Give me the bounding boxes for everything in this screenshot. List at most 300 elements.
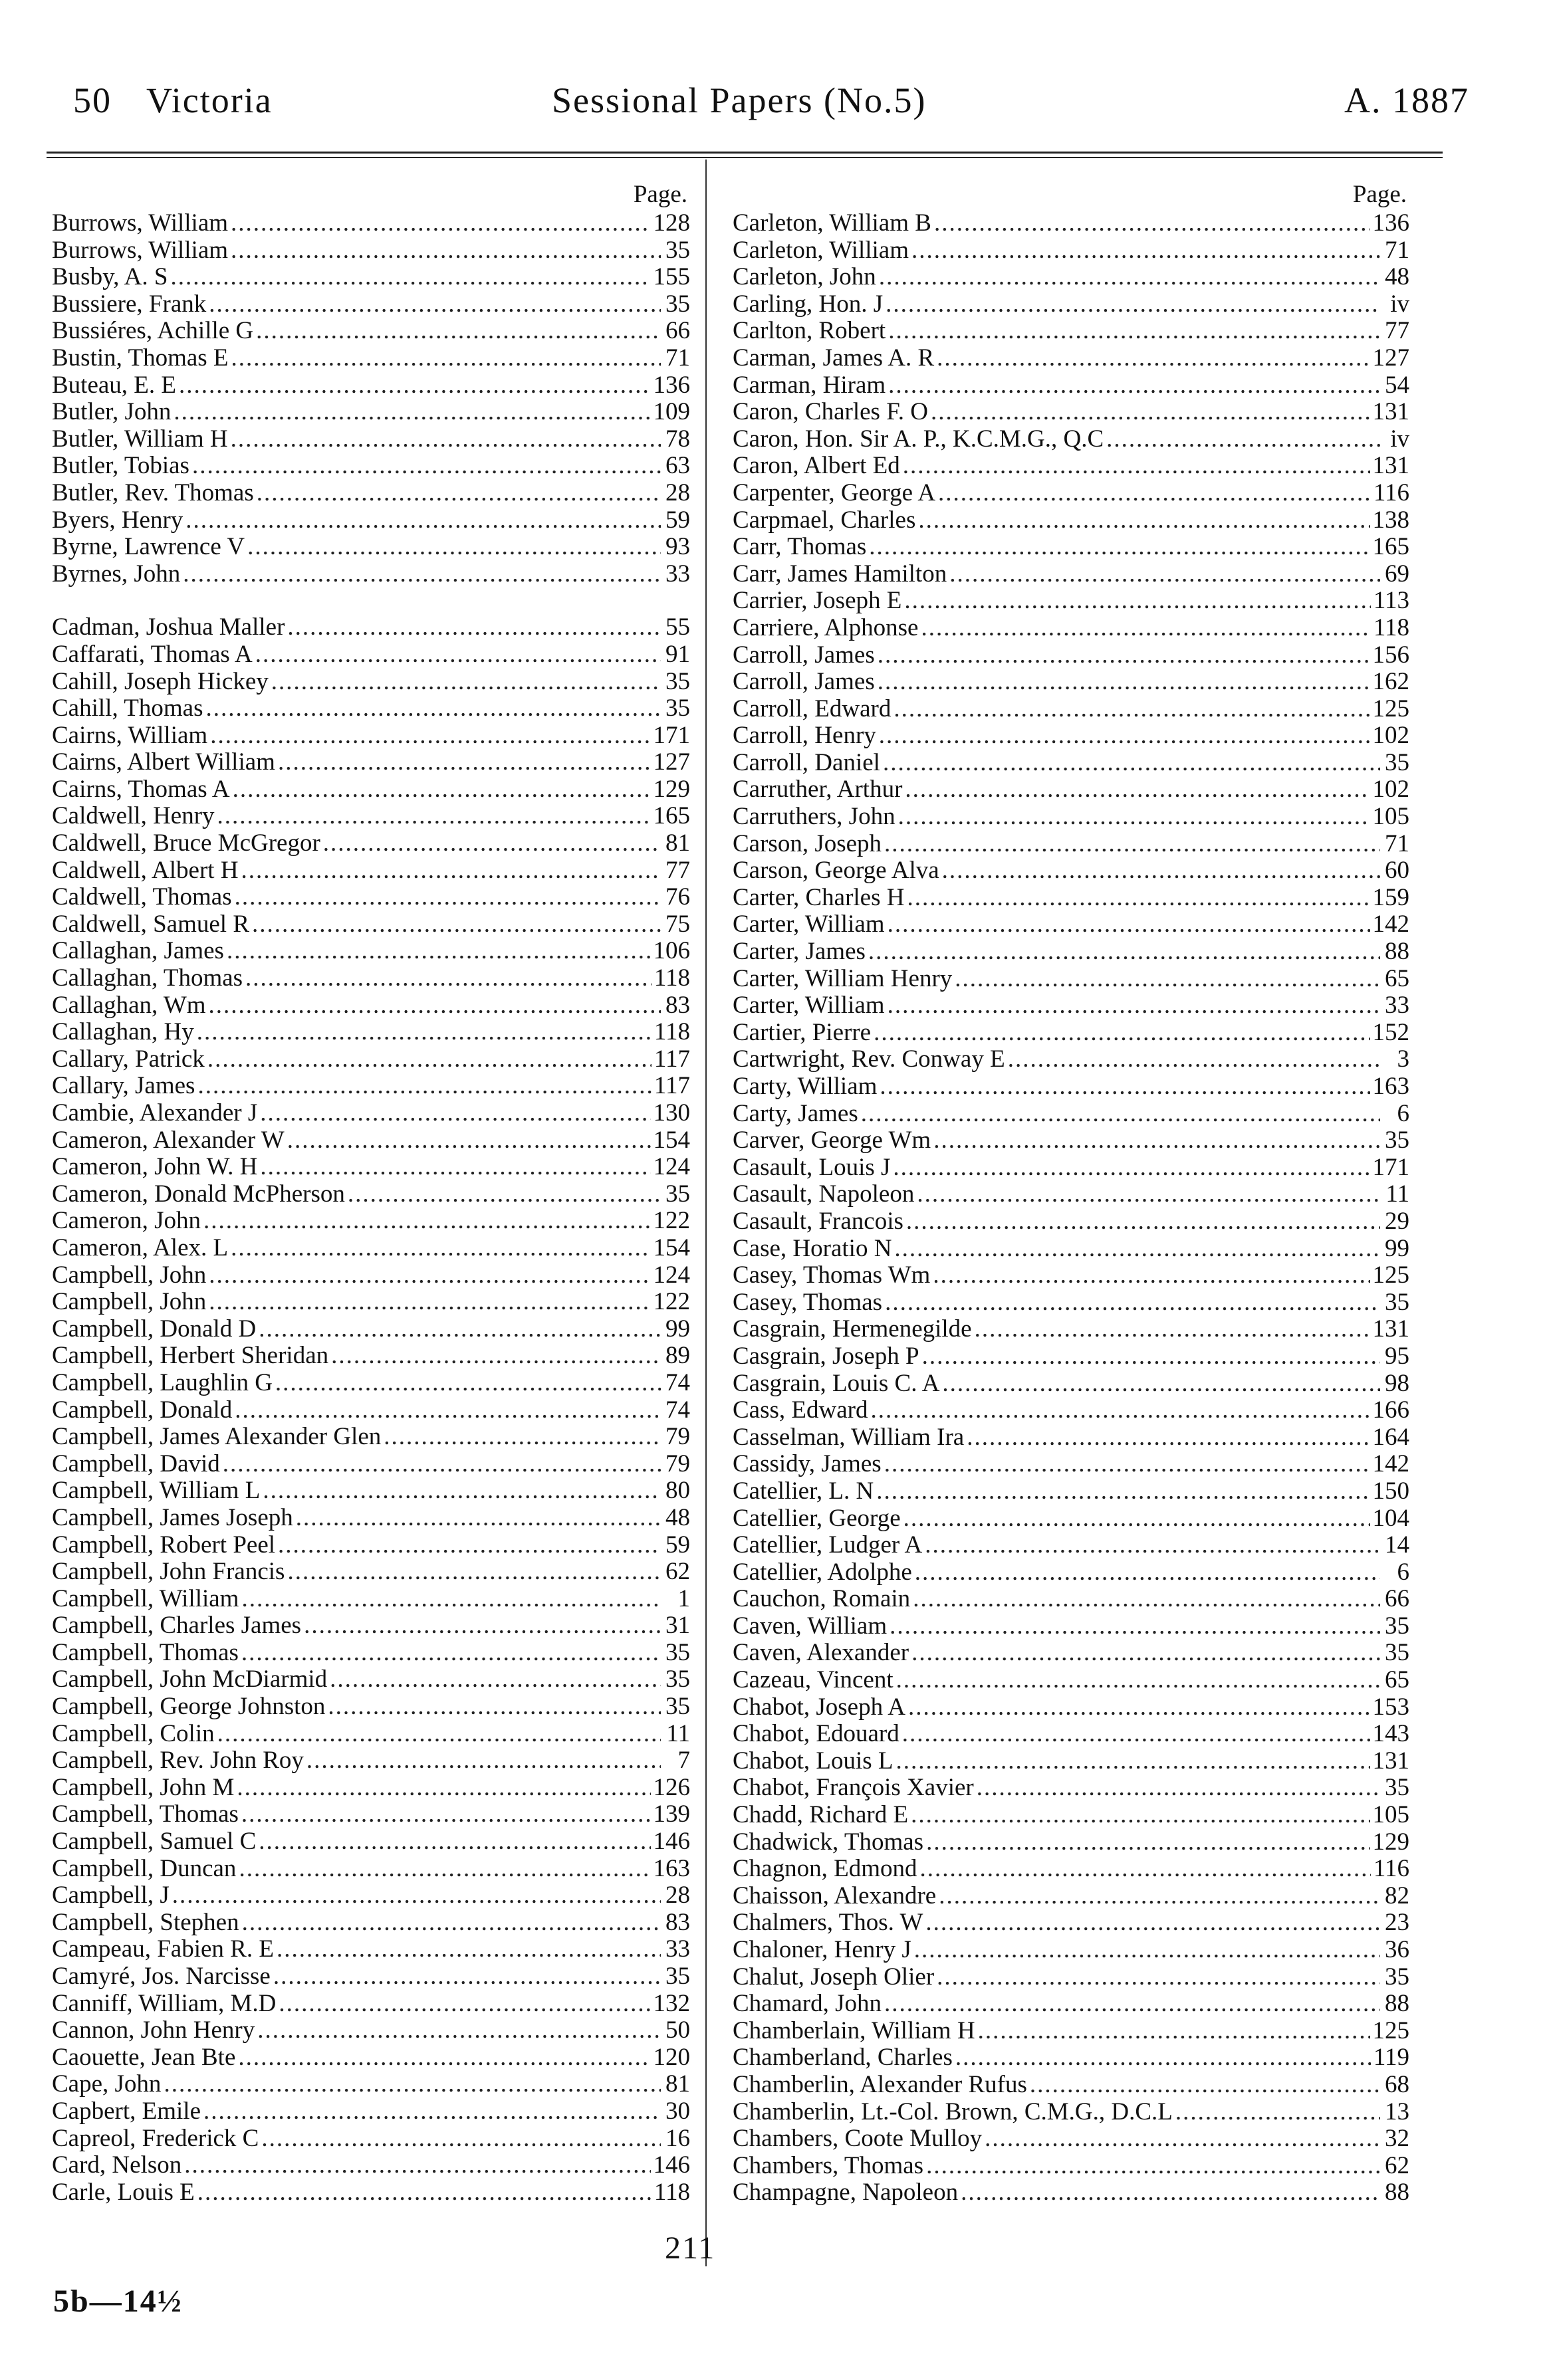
dot-leader — [197, 2179, 652, 2207]
index-entry — [733, 1397, 1409, 1424]
entry-name: Carleton, William B — [733, 210, 931, 237]
entry-page: 35 — [665, 237, 690, 264]
entry-name: Carle, Louis E — [52, 2179, 195, 2206]
entry-name: Carlton, Robert — [733, 318, 886, 345]
header-page-number: 50 — [73, 80, 112, 120]
entry-name: Catellier, Ludger A — [733, 1532, 923, 1559]
entry-page: 79 — [665, 1450, 690, 1477]
entry-page: 131 — [1372, 1747, 1409, 1775]
header-year: A. 1887 — [1344, 80, 1469, 120]
index-entry — [52, 1154, 690, 1181]
entry-name: Carson, Joseph — [733, 830, 882, 857]
entry-page: 165 — [653, 803, 690, 830]
entry-page: 125 — [1372, 1262, 1409, 1289]
entry-name: Casgrain, Joseph P — [733, 1343, 919, 1370]
entry-name: Caven, Alexander — [733, 1640, 909, 1667]
dot-leader — [915, 1559, 1380, 1586]
index-entry — [52, 669, 690, 696]
dot-leader — [904, 588, 1371, 615]
index-entry — [52, 1775, 690, 1802]
dot-leader — [942, 1370, 1380, 1398]
entry-page: 75 — [665, 911, 690, 938]
entry-page: 77 — [1385, 318, 1409, 345]
entry-name: Cassidy, James — [733, 1451, 882, 1478]
entry-page: 13 — [1385, 2098, 1409, 2125]
dot-leader — [906, 1208, 1380, 1236]
entry-name: Carson, George Alva — [733, 857, 939, 885]
index-entry — [52, 641, 690, 669]
dot-leader — [179, 372, 650, 399]
entry-page: 28 — [665, 479, 690, 506]
entry-page: 136 — [1372, 210, 1409, 237]
index-entry — [52, 1343, 690, 1370]
index-entry — [733, 2153, 1409, 2180]
entry-name: Champagne, Napoleon — [733, 2179, 959, 2207]
dot-leader — [252, 911, 661, 938]
dot-leader — [278, 1532, 661, 1559]
index-entry — [733, 453, 1409, 480]
index-entry — [733, 2072, 1409, 2099]
entry-page: 118 — [1373, 614, 1409, 641]
index-group-ca — [52, 614, 690, 2206]
entry-name: Campbell, William — [52, 1585, 239, 1612]
entry-name: Carter, William — [733, 992, 885, 1020]
entry-page: 60 — [1385, 857, 1409, 885]
entry-name: Carleton, William — [733, 237, 909, 264]
header-rule — [47, 152, 1443, 154]
dot-leader — [978, 2018, 1370, 2045]
entry-page: 88 — [1385, 2179, 1409, 2207]
entry-page: 125 — [1372, 2017, 1409, 2044]
entry-name: Campbell, Laughlin G — [52, 1369, 273, 1396]
entry-page: 35 — [665, 290, 690, 318]
entry-name: Chabot, Joseph A — [733, 1693, 906, 1721]
dot-leader — [306, 1747, 661, 1775]
entry-page: 81 — [665, 2071, 690, 2098]
dot-leader — [197, 1073, 651, 1100]
entry-page: 14 — [1385, 1532, 1409, 1559]
index-entry — [733, 1208, 1409, 1236]
entry-page: 35 — [665, 1963, 690, 1990]
index-entry — [52, 1477, 690, 1505]
index-entry — [733, 2018, 1409, 2045]
entry-page: 66 — [665, 318, 690, 345]
entry-page: 35 — [665, 1180, 690, 1208]
dot-leader — [296, 1505, 661, 1532]
dot-leader — [903, 453, 1370, 480]
entry-page: 171 — [653, 722, 690, 749]
entry-page: 35 — [1385, 1963, 1409, 1991]
index-entry — [733, 426, 1409, 453]
entry-name: Byers, Henry — [52, 506, 183, 534]
entry-name: Butler, William H — [52, 425, 228, 453]
dot-leader — [931, 399, 1370, 426]
index-entry — [733, 885, 1409, 912]
dot-leader — [238, 2044, 650, 2072]
dot-leader — [890, 1613, 1380, 1640]
index-entry — [733, 1586, 1409, 1613]
entry-name: Butler, Rev. Thomas — [52, 479, 254, 506]
dot-leader — [273, 1963, 661, 1991]
index-entry — [733, 1343, 1409, 1370]
entry-name: Carr, Thomas — [733, 534, 867, 561]
index-entry — [733, 2125, 1409, 2153]
index-entry — [52, 237, 690, 265]
entry-name: Campbell, George Johnston — [52, 1693, 326, 1721]
index-entry — [52, 1801, 690, 1828]
index-entry — [733, 1856, 1409, 1883]
entry-page: 152 — [1372, 1019, 1409, 1046]
entry-page: 50 — [665, 2017, 690, 2044]
entry-page: 35 — [665, 1666, 690, 1693]
index-entry — [52, 1936, 690, 1963]
index-entry — [52, 1909, 690, 1937]
running-header — [73, 73, 1483, 126]
dot-leader — [1008, 1046, 1380, 1073]
dot-leader — [919, 1856, 1370, 1883]
dot-leader — [921, 615, 1370, 642]
index-entry — [733, 1748, 1409, 1775]
entry-name: Cartier, Pierre — [733, 1019, 872, 1046]
entry-name: Campbell, Donald D — [52, 1315, 257, 1343]
entry-page: 62 — [1385, 2152, 1409, 2179]
index-entry — [52, 857, 690, 885]
entry-page: 104 — [1372, 1505, 1409, 1532]
dot-leader — [330, 1666, 661, 1693]
index-column-right — [733, 179, 1409, 2207]
dot-leader — [903, 1505, 1370, 1533]
index-entry — [52, 1208, 690, 1235]
dot-leader — [894, 1236, 1380, 1263]
dot-leader — [884, 1451, 1370, 1478]
entry-name: Cairns, William — [52, 722, 208, 749]
index-entry — [733, 291, 1409, 318]
index-entry — [52, 372, 690, 399]
entry-name: Chambers, Coote Mulloy — [733, 2125, 983, 2153]
entry-page: 76 — [665, 884, 690, 911]
index-entry — [52, 1612, 690, 1640]
dot-leader — [942, 857, 1380, 885]
index-entry — [52, 1262, 690, 1289]
index-entry — [733, 1154, 1409, 1182]
entry-page: 83 — [665, 1909, 690, 1936]
entry-name: Carling, Hon. J — [733, 290, 884, 318]
entry-page: 35 — [1385, 1289, 1409, 1316]
entry-page: 106 — [653, 938, 690, 965]
entry-page: 65 — [1385, 965, 1409, 992]
header-place: Victoria — [146, 80, 273, 120]
index-entry — [733, 1667, 1409, 1694]
dot-leader — [884, 831, 1380, 858]
entry-page: 23 — [1385, 1909, 1409, 1937]
entry-name: Card, Nelson — [52, 2152, 182, 2179]
entry-name: Callaghan, Wm — [52, 992, 206, 1019]
entry-name: Chamberlain, William H — [733, 2017, 975, 2044]
dot-leader — [287, 1559, 661, 1586]
index-entry — [52, 2044, 690, 2072]
entry-page: 102 — [1372, 776, 1409, 804]
dot-leader — [257, 2017, 661, 2044]
index-entry — [733, 1505, 1409, 1533]
dot-leader — [192, 453, 661, 480]
entry-page: 156 — [1372, 641, 1409, 669]
dot-leader — [879, 264, 1380, 291]
dot-leader — [885, 1289, 1380, 1317]
dot-leader — [203, 2098, 661, 2125]
index-entry — [733, 2044, 1409, 2072]
index-entry — [733, 318, 1409, 345]
index-entry — [52, 776, 690, 804]
index-entry — [52, 1693, 690, 1721]
dot-leader — [259, 1828, 650, 1856]
entry-name: Byrnes, John — [52, 560, 181, 588]
entry-name: Cairns, Albert William — [52, 749, 275, 776]
entry-page: 31 — [665, 1612, 690, 1640]
entry-page: iv — [1390, 425, 1409, 453]
entry-page: 78 — [665, 425, 690, 453]
entry-name: Cameron, John — [52, 1208, 201, 1235]
entry-page: 6 — [1397, 1100, 1409, 1127]
index-entry — [52, 1747, 690, 1775]
index-entry — [733, 1478, 1409, 1505]
entry-page: 105 — [1372, 1802, 1409, 1829]
entry-name: Catellier, George — [733, 1505, 901, 1532]
dot-leader — [1175, 2099, 1380, 2126]
entry-name: Campbell, Rev. John Roy — [52, 1747, 304, 1775]
column-divider — [705, 160, 707, 2266]
dot-leader — [217, 1721, 661, 1748]
entry-page: 122 — [653, 1208, 690, 1235]
entry-name: Buteau, E. E — [52, 372, 177, 399]
entry-page: 166 — [1372, 1397, 1409, 1424]
index-group-bu-by — [52, 210, 690, 588]
index-entry — [733, 1101, 1409, 1128]
entry-name: Catellier, L. N — [733, 1477, 874, 1505]
index-entry — [52, 1721, 690, 1748]
dot-leader — [893, 1154, 1370, 1182]
dot-leader — [977, 1775, 1380, 1802]
entry-name: Catellier, Adolphe — [733, 1559, 912, 1586]
dot-leader — [876, 1478, 1370, 1505]
dot-leader — [231, 345, 661, 372]
entry-name: Bussiere, Frank — [52, 290, 207, 318]
index-entry — [52, 264, 690, 291]
dot-leader — [861, 1101, 1380, 1128]
entry-page: 131 — [1372, 453, 1409, 480]
dot-leader — [870, 1397, 1370, 1424]
entry-page: 131 — [1372, 1316, 1409, 1343]
dot-leader — [328, 1693, 661, 1721]
header-rule-thin — [47, 157, 1443, 158]
entry-page: 16 — [665, 2125, 690, 2152]
entry-name: Cambie, Alexander J — [52, 1100, 258, 1127]
dot-leader — [888, 318, 1380, 345]
dot-leader — [937, 345, 1370, 372]
dot-leader — [888, 372, 1380, 399]
index-entry — [733, 1370, 1409, 1398]
entry-page: 79 — [665, 1424, 690, 1451]
index-entry — [733, 1451, 1409, 1478]
index-entry — [733, 1829, 1409, 1856]
dot-leader — [914, 1937, 1380, 1964]
entry-page: 142 — [1372, 1451, 1409, 1478]
entry-name: Campbell, John McDiarmid — [52, 1666, 328, 1693]
entry-page: 55 — [665, 614, 690, 641]
entry-page: 109 — [653, 399, 690, 426]
index-entry — [733, 1991, 1409, 2018]
entry-page: 116 — [1373, 1856, 1409, 1883]
entry-name: Caldwell, Bruce McGregor — [52, 830, 320, 857]
entry-page: 98 — [1385, 1370, 1409, 1397]
index-entry — [733, 210, 1409, 237]
dot-leader — [241, 1640, 661, 1667]
entry-page: 119 — [1373, 2044, 1409, 2072]
dot-leader — [210, 722, 650, 750]
index-entry — [733, 1559, 1409, 1586]
entry-name: Carrier, Joseph E — [733, 588, 902, 615]
index-entry — [52, 1073, 690, 1100]
page-column-heading: Page. — [1352, 181, 1407, 208]
entry-name: Canniff, William, M.D — [52, 1990, 277, 2017]
entry-name: Caouette, Jean Bte — [52, 2044, 236, 2071]
entry-page: 154 — [653, 1127, 690, 1154]
index-entry — [52, 1235, 690, 1262]
index-entry — [52, 1289, 690, 1316]
dot-leader — [926, 2153, 1380, 2180]
entry-name: Campbell, Robert Peel — [52, 1531, 276, 1559]
entry-page: 80 — [665, 1477, 690, 1505]
dot-leader — [304, 1612, 661, 1640]
index-entry — [733, 1127, 1409, 1154]
dot-leader — [323, 830, 661, 857]
entry-name: Campbell, John — [52, 1261, 207, 1289]
dot-leader — [183, 561, 661, 588]
entry-page: 28 — [665, 1882, 690, 1909]
entry-page: 163 — [653, 1855, 690, 1882]
index-entry — [52, 1532, 690, 1559]
entry-page: 62 — [665, 1559, 690, 1586]
entry-name: Callary, James — [52, 1073, 195, 1100]
entry-page: 120 — [653, 2044, 690, 2071]
entry-name: Butler, Tobias — [52, 453, 189, 480]
dot-leader — [1106, 426, 1380, 453]
entry-name: Cape, John — [52, 2071, 162, 2098]
index-entry — [52, 2179, 690, 2207]
dot-leader — [911, 1640, 1380, 1667]
entry-page: 65 — [1385, 1667, 1409, 1694]
dot-leader — [884, 1991, 1380, 2018]
index-entry — [52, 1397, 690, 1424]
entry-page: 95 — [1385, 1343, 1409, 1370]
index-entry — [52, 1451, 690, 1478]
entry-page: 138 — [1372, 506, 1409, 534]
index-entry — [733, 1316, 1409, 1343]
dot-leader — [926, 1829, 1370, 1856]
index-entry — [52, 1963, 690, 1991]
index-entry — [733, 588, 1409, 615]
dot-leader — [907, 885, 1370, 912]
dot-leader — [878, 669, 1370, 696]
entry-name: Cannon, John Henry — [52, 2017, 255, 2044]
index-entry — [733, 1532, 1409, 1559]
entry-page: 35 — [1385, 1775, 1409, 1802]
entry-name: Campbell, John Francis — [52, 1559, 285, 1586]
index-entry — [52, 992, 690, 1020]
entry-page: 150 — [1372, 1477, 1409, 1505]
index-entry — [733, 1181, 1409, 1208]
printer-signature: 5b—14½ — [53, 2284, 183, 2319]
entry-name: Chagnon, Edmond — [733, 1856, 917, 1883]
dot-leader — [917, 1181, 1380, 1208]
header-series: Sessional Papers (No.5) — [552, 80, 927, 120]
entry-name: Cairns, Thomas A — [52, 776, 230, 803]
dot-leader — [888, 992, 1380, 1020]
entry-page: 163 — [1372, 1073, 1409, 1100]
index-entry — [733, 750, 1409, 777]
index-entry — [733, 1909, 1409, 1937]
dot-leader — [239, 1856, 650, 1883]
entry-page: 143 — [1372, 1721, 1409, 1748]
dot-leader — [925, 1909, 1380, 1937]
dot-leader — [868, 938, 1380, 966]
index-entry — [52, 453, 690, 480]
dot-leader — [279, 1991, 650, 2018]
index-entry — [733, 911, 1409, 938]
entry-name: Byrne, Lawrence V — [52, 534, 245, 561]
entry-name: Caron, Albert Ed — [733, 453, 900, 480]
entry-name: Callaghan, Hy — [52, 1019, 194, 1046]
dot-leader — [949, 561, 1380, 588]
entry-name: Cameron, John W. H — [52, 1154, 258, 1181]
entry-page: 130 — [653, 1100, 690, 1127]
entry-name: Chamberlin, Alexander Rufus — [733, 2071, 1027, 2098]
index-entry — [733, 722, 1409, 750]
entry-page: 29 — [1385, 1208, 1409, 1235]
dot-leader — [902, 1721, 1370, 1748]
entry-page: 136 — [653, 372, 690, 399]
dot-leader — [231, 210, 650, 237]
dot-leader — [911, 237, 1380, 265]
dot-leader — [172, 1882, 661, 1909]
entry-page: 126 — [653, 1774, 690, 1801]
dot-leader — [925, 1532, 1380, 1559]
entry-name: Cahill, Thomas — [52, 695, 203, 722]
index-entry — [52, 1127, 690, 1154]
dot-leader — [908, 1694, 1370, 1721]
index-entry — [733, 1883, 1409, 1910]
dot-leader — [898, 804, 1370, 831]
entry-name: Campbell, John M — [52, 1774, 235, 1801]
index-entry — [52, 426, 690, 453]
entry-page: 30 — [665, 2098, 690, 2125]
dot-leader — [174, 399, 650, 426]
dot-leader — [233, 776, 651, 804]
entry-name: Chamberland, Charles — [733, 2044, 953, 2072]
entry-name: Campbell, J — [52, 1882, 170, 1909]
dot-leader — [205, 695, 661, 722]
index-entry — [52, 291, 690, 318]
dot-leader — [961, 2179, 1380, 2207]
entry-name: Casey, Thomas Wm — [733, 1262, 931, 1289]
dot-leader — [894, 696, 1370, 723]
index-entry — [52, 345, 690, 372]
index-entry — [52, 1991, 690, 2018]
entry-name: Casgrain, Louis C. A — [733, 1370, 940, 1397]
dot-leader — [933, 1262, 1370, 1289]
entry-page: 164 — [1372, 1424, 1409, 1451]
entry-page: 7 — [677, 1747, 690, 1775]
entry-page: 81 — [665, 830, 690, 857]
